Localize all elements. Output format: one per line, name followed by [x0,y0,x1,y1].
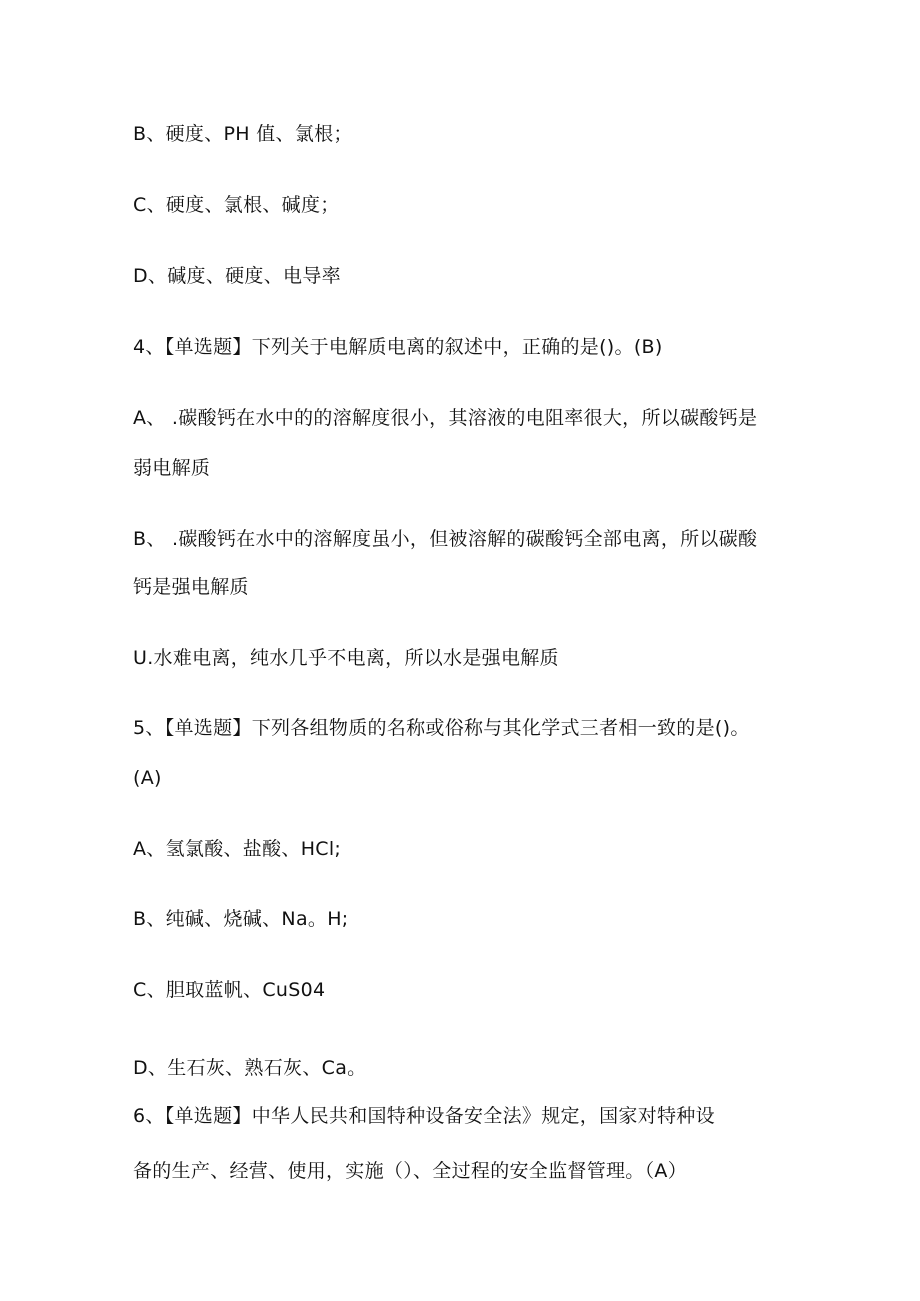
q6-stem-line1: 6、【单选题】中华人民共和国特种设备安全法》规定，国家对特种设 [133,1105,715,1127]
q5-stem-line2: (A) [133,767,162,789]
q5-option-c: C、胆取蓝帆、CuS04 [133,979,326,1001]
q5-option-a: A、氢氯酸、盐酸、HCl; [133,838,342,860]
q5-option-b: B、纯碱、烧碱、Na。H; [133,908,349,930]
q4-option-b-line1: B、 .碳酸钙在水中的溶解度虽小，但被溶解的碳酸钙全部电离，所以碳酸 [133,528,758,550]
q5-stem-line1: 5、【单选题】下列各组物质的名称或俗称与其化学式三者相一致的是()。 [133,717,750,739]
q4-option-c: U.水难电离，纯水几乎不电离，所以水是强电解质 [133,647,559,669]
q4-option-a-line1: A、 .碳酸钙在水中的的溶解度很小，其溶液的电阻率很大，所以碳酸钙是 [133,407,758,429]
q3-option-d: D、碱度、硬度、电导率 [133,265,341,287]
q4-stem: 4、【单选题】下列关于电解质电离的叙述中，正确的是()。(B) [133,336,663,358]
q6-stem-line2: 备的生产、经营、使用，实施（）、全过程的安全监督管理。（A） [133,1160,687,1182]
q3-option-c: C、硬度、氯根、碱度； [133,194,340,216]
q3-option-b: B、硬度、PH 值、氯根； [133,123,353,145]
q4-option-b-line2: 钙是强电解质 [133,576,249,598]
q4-option-a-line2: 弱电解质 [133,457,211,479]
q5-option-d: D、生石灰、熟石灰、Ca。 [133,1057,367,1079]
